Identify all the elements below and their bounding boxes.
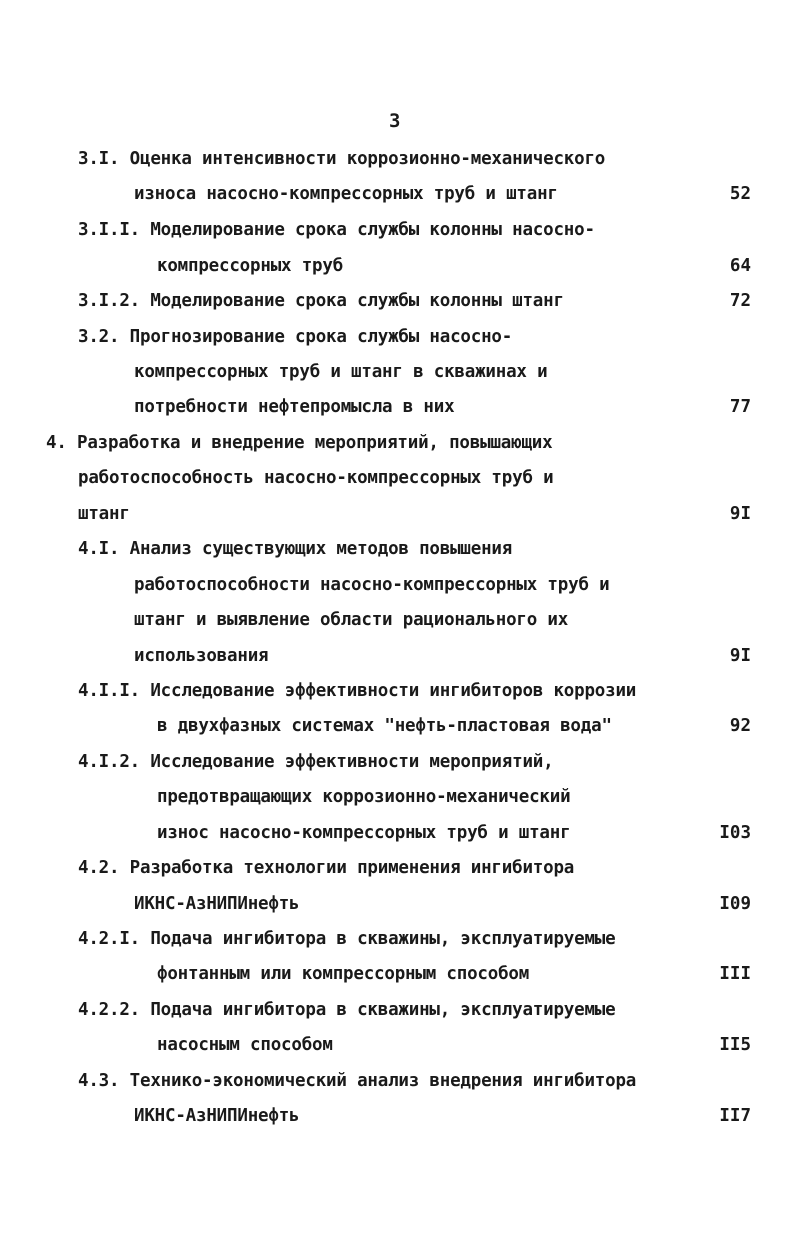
toc-line: 4.2. Разработка технологии применения ингибитора xyxy=(78,858,575,878)
toc-line: 4.I.2. Исследование эффективности мероприятий, xyxy=(78,752,554,772)
toc-line: 3.I. Оценка интенсивности коррозионно-механического xyxy=(78,149,606,169)
toc-line: использования xyxy=(134,646,269,666)
toc-line: 3.I.2. Моделирование срока службы колонны штанг xyxy=(78,291,564,311)
toc-page: 64 xyxy=(729,256,751,276)
toc-page: I09 xyxy=(719,894,751,914)
toc-line: в двухфазных системах "нефть-пластовая вода" xyxy=(157,716,612,736)
page-number: 3 xyxy=(389,110,401,132)
toc-line: ИКНС-АзНИПИнефть xyxy=(134,1106,300,1126)
toc-line: штанг и выявление области рационального их xyxy=(134,610,569,630)
toc-page: 72 xyxy=(729,291,751,311)
toc-page: 92 xyxy=(729,716,751,736)
toc-page: II7 xyxy=(719,1106,751,1126)
toc-line: 4.I.I. Исследование эффективности ингибиторов коррозии xyxy=(78,681,637,701)
toc-page: III xyxy=(719,964,751,984)
toc-line: 3.I.I. Моделирование срока службы колонны насосно- xyxy=(78,220,595,240)
toc-page: I03 xyxy=(719,823,751,843)
toc-line: компрессорных труб и штанг в скважинах и xyxy=(134,362,548,382)
toc-page: 9I xyxy=(729,646,751,666)
toc-line: компрессорных труб xyxy=(157,256,344,276)
toc-line: износ насосно-компрессорных труб и штанг xyxy=(157,823,571,843)
toc-page: 9I xyxy=(729,504,751,524)
toc-line: предотвращающих коррозионно-механический xyxy=(157,787,571,807)
toc-line: насосным способом xyxy=(157,1035,333,1055)
toc-line: фонтанным или компрессорным способом xyxy=(157,964,530,984)
toc-line: 4.I. Анализ существующих методов повышения xyxy=(78,539,513,559)
toc-line: 4. Разработка и внедрение мероприятий, повышающих xyxy=(46,433,553,453)
toc-line: 4.2.I. Подача ингибитора в скважины, эксплуатируемые xyxy=(78,929,616,949)
toc-page: 52 xyxy=(729,184,751,204)
toc-line: 4.2.2. Подача ингибитора в скважины, эксплуатируемые xyxy=(78,1000,616,1020)
toc-line: работоспособность насосно-компрессорных труб и xyxy=(78,468,554,488)
toc-page: 77 xyxy=(729,397,751,417)
toc-line: работоспособности насосно-компрессорных труб и xyxy=(134,575,610,595)
toc-line: износа насосно-компрессорных труб и штанг xyxy=(134,184,558,204)
toc-line: ИКНС-АзНИПИнефть xyxy=(134,894,300,914)
toc-line: штанг xyxy=(78,504,130,524)
toc-page: II5 xyxy=(719,1035,751,1055)
toc-line: потребности нефтепромысла в них xyxy=(134,397,455,417)
toc-line: 4.3. Технико-экономический анализ внедрения ингибитора xyxy=(78,1071,637,1091)
toc-line: 3.2. Прогнозирование срока службы насосно- xyxy=(78,327,513,347)
